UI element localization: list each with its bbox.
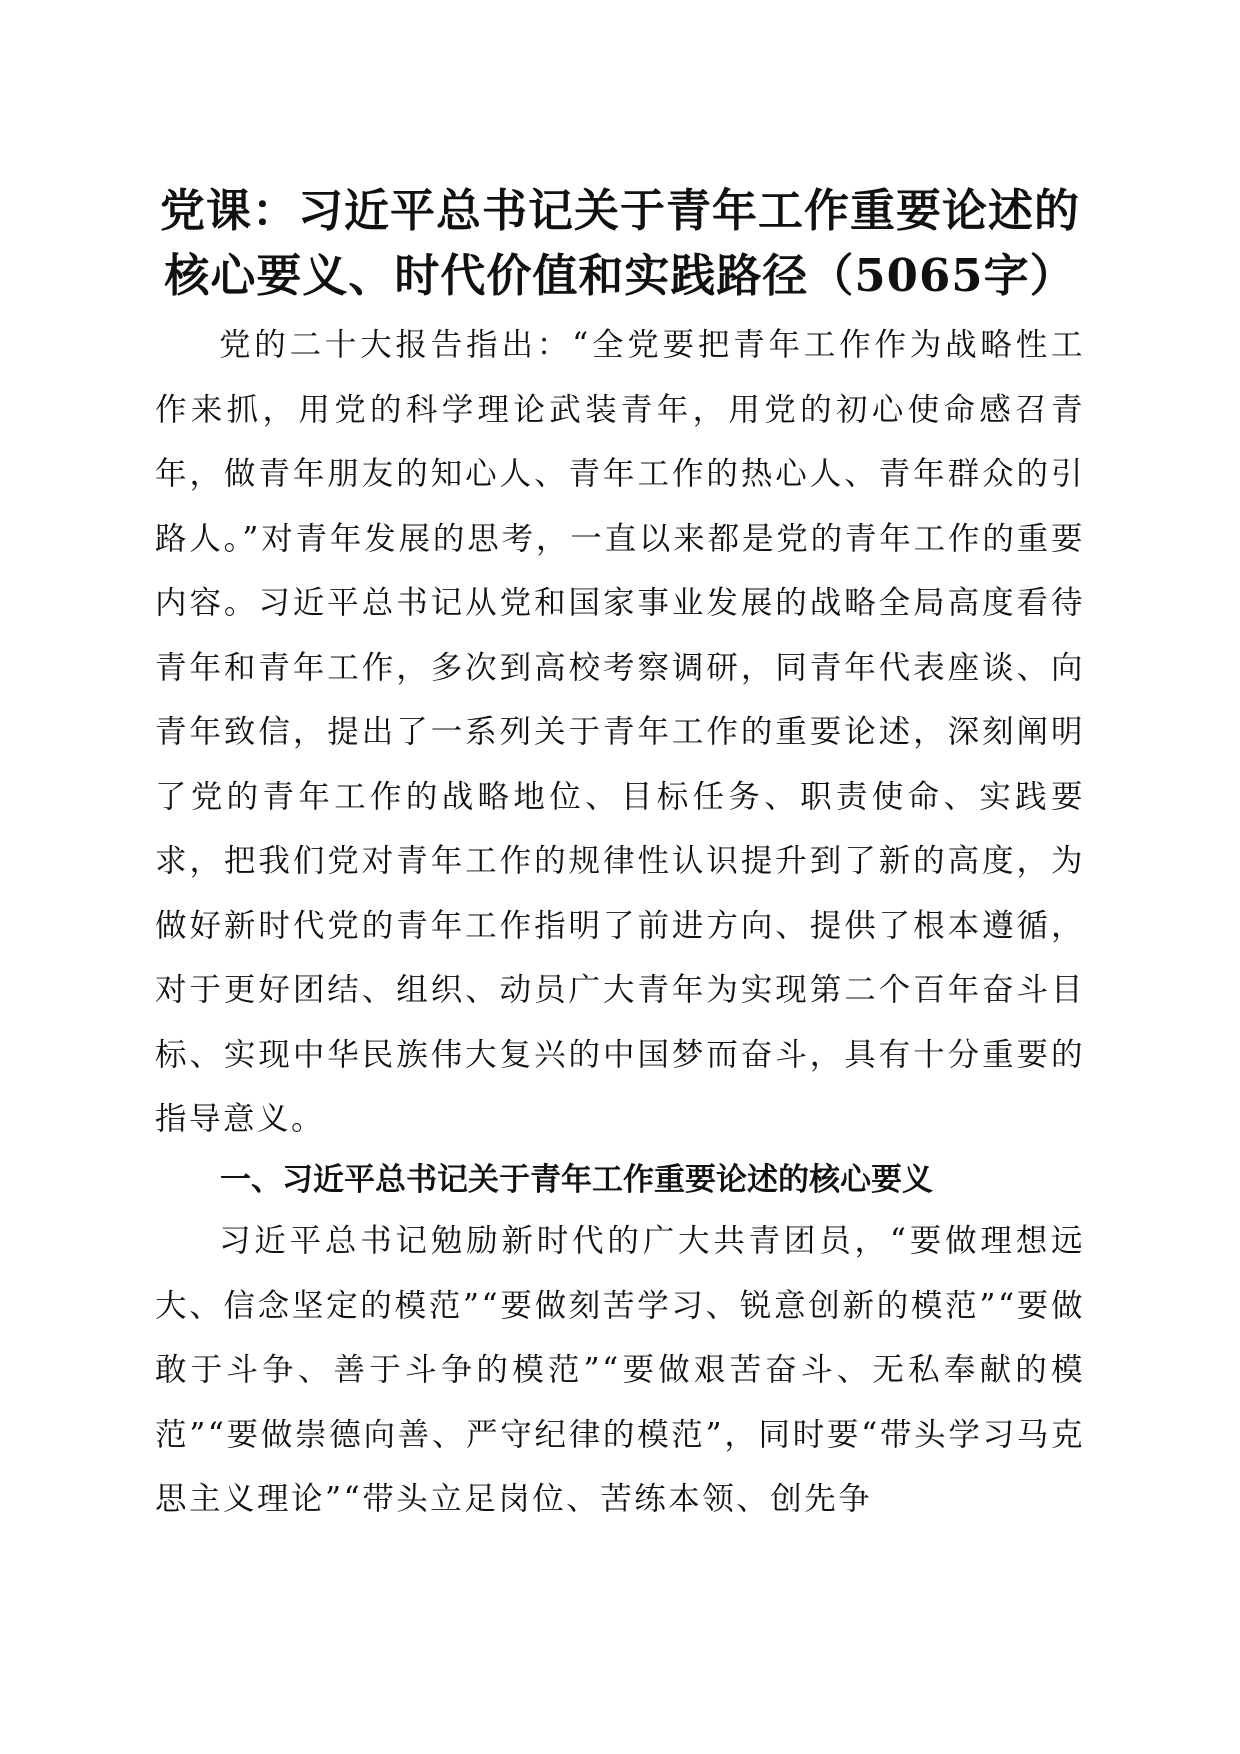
body-paragraph-2: 习近平总书记勉励新时代的广大共青团员，“要做理想远大、信念坚定的模范”“要做刻苦学习、锐意创新的模范”“要做敢于斗争、善于斗争的模范”“要做艰苦奋斗、无私奉献的模范”“要做崇德向善、严守纪律的模范”，同时要“带头学习马克思主义理论”“带头立足岗位、苦练本领、创先争 (155, 1223, 1085, 1517)
title-line-2: 核心要义、时代价值和实践路径（5065字） (164, 249, 1076, 302)
section-heading-1: 一、习近平总书记关于青年工作重要论述的核心要义 (220, 1162, 933, 1198)
document-title (150, 178, 1090, 308)
body-paragraph-1: 党的二十大报告指出：“全党要把青年工作作为战略性工作来抓，用党的科学理论武装青年，用党的初心使命感召青年，做青年朋友的知心人、青年工作的热心人、青年群众的引路人。”对青年发展的思考，一直以来都是党的青年工作的重要内容。习近平总书记从党和国家事业发展的战略全局高度看待青年和青年工作，多次到高校考察调研，同青年代表座谈、向青年致信，提出了一系列关于青年工作的重要论述，深刻阐明了党的青年工作的战略地位、目标任务、职责使命、实践要求，把我们党对青年工作的规律性认识提升到了新的高度，为做好新时代党的青年工作指明了前进方向、提供了根本遵循，对于更好团结、组织、动员广大青年为实现第二个百年奋斗目标、实现中华民族伟大复兴的中国梦而奋斗，具有十分重要的指导意义。 (155, 327, 1085, 1137)
title-line-1: 党课：习近平总书记关于青年工作重要论述的 (159, 184, 1080, 237)
